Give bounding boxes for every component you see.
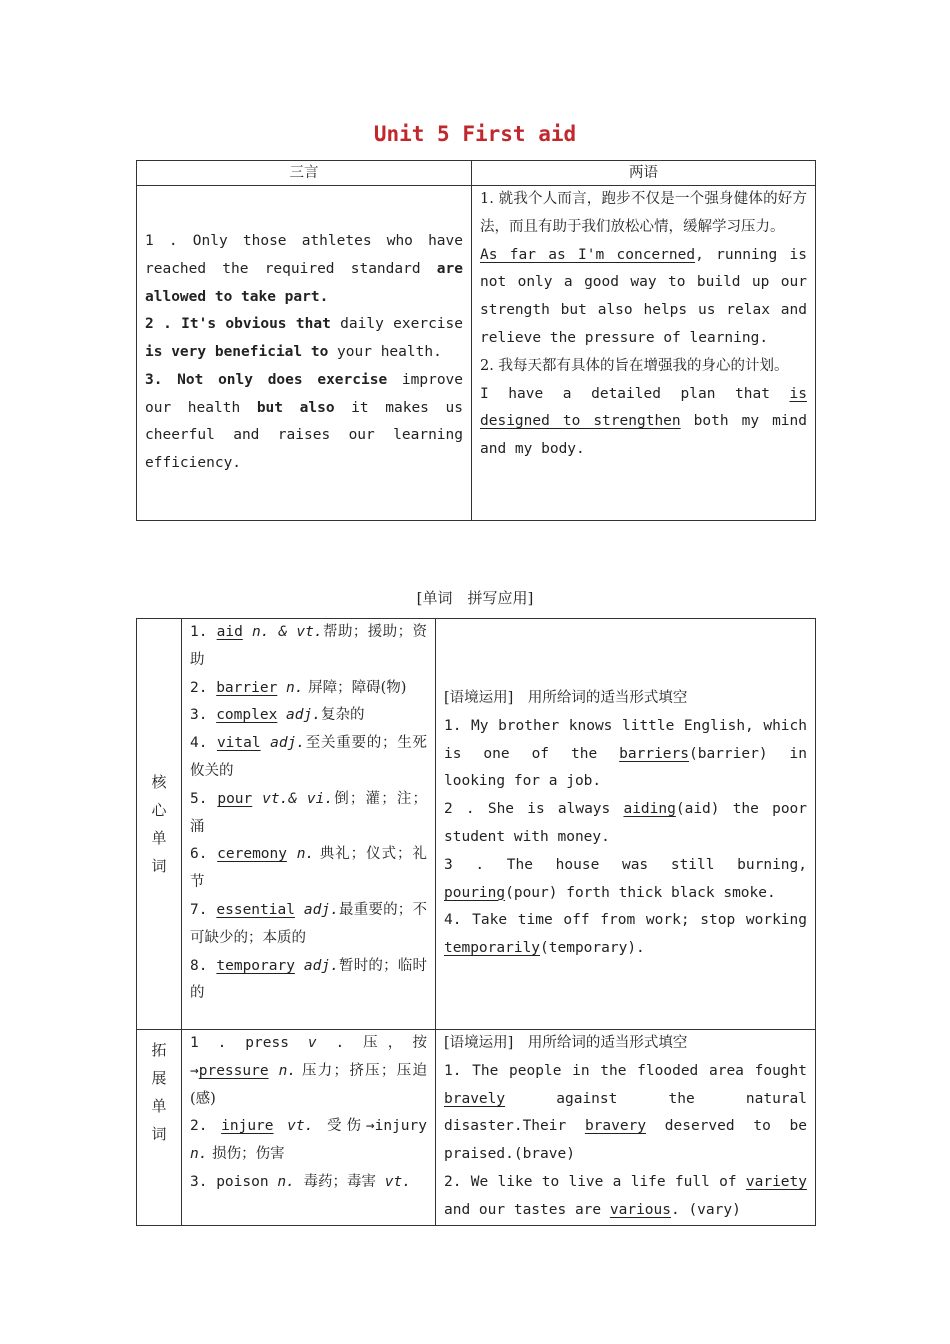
text-run: various — [609, 1201, 671, 1218]
text-run: 2. — [190, 1118, 222, 1135]
text-run: exercise — [317, 371, 388, 388]
core-words-cell — [182, 619, 436, 1030]
list-item — [444, 713, 807, 796]
text-run: it makes us cheerful and raises our learning efficiency. — [145, 399, 463, 472]
extended-exercise-cell — [436, 1030, 816, 1226]
text-run: vital — [216, 735, 261, 752]
text-run: 3. poison — [190, 1173, 278, 1190]
label-char: 核 — [151, 773, 167, 791]
text-run: both my mind and my body. — [480, 413, 807, 458]
extended-exercise-list — [444, 1058, 807, 1225]
list-item — [145, 228, 463, 311]
text-run: n. — [296, 846, 315, 863]
text-run: n. — [286, 679, 304, 696]
list-item — [444, 1058, 807, 1169]
text-run: 3. Not only does — [145, 371, 303, 388]
text-run: 1. — [190, 624, 217, 640]
text-run — [277, 707, 286, 723]
text-run — [295, 902, 304, 918]
list-item — [480, 381, 807, 464]
extended-words-label — [137, 1030, 182, 1226]
text-run: is very beneficial to — [145, 344, 329, 361]
translations-list — [480, 186, 807, 464]
text-run: temporarily — [444, 940, 541, 957]
text-run: . (vary) — [670, 1201, 741, 1218]
extended-words-label-text — [137, 1036, 181, 1148]
text-run: essential — [216, 901, 295, 918]
text-run: 帮助；援助；资助 — [190, 624, 427, 668]
text-run: aid — [216, 624, 243, 640]
label-char: 单 — [151, 1097, 167, 1115]
core-exercise-list — [444, 713, 807, 963]
list-item — [444, 852, 807, 908]
extended-exercise-heading: [语境运用] 用所给词的适当形式填空 — [444, 1035, 688, 1051]
text-run: 2. — [190, 679, 217, 696]
text-run — [243, 624, 252, 640]
text-run: 2 . It's obvious that — [145, 316, 331, 333]
text-run: v — [307, 1035, 317, 1051]
list-item — [145, 311, 463, 367]
text-run: 2. We like to live a life full of — [444, 1173, 746, 1190]
label-char: 词 — [151, 1125, 167, 1143]
text-run: adj. — [270, 735, 306, 752]
label-char: 心 — [151, 801, 167, 819]
text-run — [277, 680, 286, 696]
text-run: 屏障；障碍(物) — [303, 679, 407, 696]
list-item — [190, 897, 427, 953]
text-run: vt.& vi. — [262, 790, 334, 807]
text-run — [287, 846, 297, 862]
text-run: 损伤；伤害 — [207, 1146, 285, 1163]
label-char: 展 — [151, 1069, 167, 1087]
text-run: (temporary). — [540, 940, 645, 957]
text-run: 至关重要的；生死攸关的 — [190, 735, 428, 779]
text-run: adj. — [286, 707, 321, 724]
text-run: 2 . She is always — [444, 801, 624, 818]
text-run: ceremony — [217, 846, 287, 863]
core-words-list — [190, 619, 427, 1008]
core-exercise-cell — [436, 619, 816, 1030]
vocabulary-table — [136, 618, 816, 1226]
text-run: against the natural disaster.Their — [444, 1090, 807, 1135]
text-run: is designed to strengthen — [480, 385, 807, 430]
text-run: barriers — [619, 745, 689, 762]
text-run: are allowed to take part. — [145, 260, 463, 305]
text-run: barrier — [216, 679, 278, 696]
text-run: 6. — [190, 846, 218, 863]
text-run: injure — [221, 1118, 274, 1135]
list-item — [190, 786, 427, 842]
text-run — [295, 958, 304, 974]
text-run: bravely — [444, 1090, 506, 1107]
text-run: n. & vt. — [251, 624, 323, 640]
text-run: adj. — [303, 957, 339, 974]
text-run: pour — [217, 790, 253, 807]
text-run: improve our health — [145, 371, 464, 416]
page-title: Unit 5 First aid — [373, 122, 577, 146]
text-run: temporary — [216, 957, 295, 974]
text-run — [303, 372, 318, 388]
list-item — [480, 186, 807, 242]
list-item — [480, 242, 807, 353]
text-run: vt. — [287, 1118, 314, 1135]
label-char: 单 — [151, 829, 167, 847]
text-run: pressure — [198, 1062, 269, 1079]
list-item — [444, 907, 807, 963]
text-run: deserved to be praised.(brave) — [444, 1118, 807, 1163]
translations-cell — [472, 186, 816, 521]
list-item — [444, 1169, 807, 1225]
text-run: (aid) the poor student with money. — [444, 801, 808, 845]
text-run: 典礼；仪式；礼节 — [190, 846, 428, 891]
col-header-right: 两语 — [472, 161, 816, 186]
text-run: 最重要的；不可缺少的；本质的 — [190, 901, 427, 946]
text-run: daily exercise — [330, 316, 463, 333]
text-run: 8. — [190, 957, 217, 974]
text-run: n. — [277, 1173, 295, 1190]
list-item — [190, 730, 427, 786]
text-run: 1. 就我个人而言，跑步不仅是一个强身健体的好方法，而且有助于我们放松心情，缓解学习压力。 — [480, 191, 807, 235]
list-item — [190, 1113, 427, 1169]
text-run: 2. 我每天都有具体的旨在增强我的身心的计划。 — [480, 357, 789, 374]
text-run: 复杂的 — [320, 707, 365, 724]
text-run: aiding — [623, 801, 676, 818]
text-run: 4. Take time off from work; stop working — [444, 912, 807, 929]
text-run: 1 . press — [190, 1035, 308, 1051]
list-item — [190, 841, 427, 897]
text-run: As far as I'm concerned — [480, 246, 696, 263]
text-run: 毒药；毒害 — [294, 1173, 385, 1190]
list-item — [190, 619, 427, 675]
section-heading: [单词 拼写应用] — [416, 589, 534, 607]
text-run: 倒；灌；注；涌 — [190, 790, 427, 835]
text-run: (barrier) in looking for a job. — [444, 745, 807, 790]
text-run: 1 . Only those athletes who have reached the required standard — [145, 232, 463, 277]
text-run: adj. — [303, 901, 339, 918]
list-item — [145, 367, 463, 478]
core-words-label — [137, 619, 182, 1030]
text-run: but also — [256, 399, 335, 416]
core-exercise-heading: [语境运用] 用所给词的适当形式填空 — [444, 690, 688, 707]
text-run: complex — [216, 707, 278, 724]
text-run: pouring — [444, 884, 506, 901]
text-run: I have a detailed plan that — [480, 385, 790, 402]
text-run: 7. — [190, 901, 217, 918]
text-run: 3 . The house was still burning, — [444, 856, 807, 873]
text-run: 受伤→injury — [313, 1118, 427, 1135]
text-run — [261, 735, 270, 751]
text-run: bravery — [584, 1118, 647, 1135]
list-item — [444, 796, 807, 852]
label-char: 词 — [151, 857, 167, 875]
sentences-list — [145, 228, 463, 478]
core-words-label-text — [137, 768, 181, 880]
text-run — [252, 791, 262, 807]
text-run: and our tastes are — [444, 1201, 610, 1218]
text-run: 5. — [190, 790, 218, 807]
phrases-table — [136, 160, 816, 521]
text-run: vt. — [384, 1173, 411, 1190]
text-run: 3. — [190, 707, 217, 724]
text-run: n. — [190, 1146, 208, 1163]
list-item — [190, 702, 427, 730]
extended-words-list — [190, 1030, 427, 1197]
text-run: 1. My brother knows little English, which is one of the — [444, 717, 807, 762]
list-item — [190, 1169, 427, 1197]
list-item — [190, 953, 427, 1009]
text-run: n. — [278, 1062, 297, 1079]
extended-words-cell — [182, 1030, 436, 1226]
label-char: 拓 — [151, 1041, 167, 1059]
text-run: variety — [745, 1173, 807, 1190]
col-header-left: 三言 — [137, 161, 472, 186]
text-run — [274, 1118, 288, 1134]
text-run: 暂时的；临时的 — [190, 957, 427, 1002]
text-run: your health. — [328, 344, 442, 361]
text-run: (pour) forth thick black smoke. — [505, 884, 776, 901]
text-run — [269, 1063, 279, 1079]
sentences-cell — [137, 186, 472, 521]
list-item — [190, 675, 427, 703]
text-run: . 压，按→ — [190, 1035, 427, 1079]
list-item — [190, 1030, 427, 1113]
text-run: 4. — [190, 735, 217, 752]
text-run: , running is not only a good way to build up our strength but also helps us relax and relieve the pressure of learning. — [480, 246, 807, 346]
text-run: 1. The people in the flooded area fought — [444, 1062, 807, 1079]
text-run: 压力；挤压；压迫(感) — [190, 1062, 428, 1107]
list-item — [480, 353, 807, 381]
